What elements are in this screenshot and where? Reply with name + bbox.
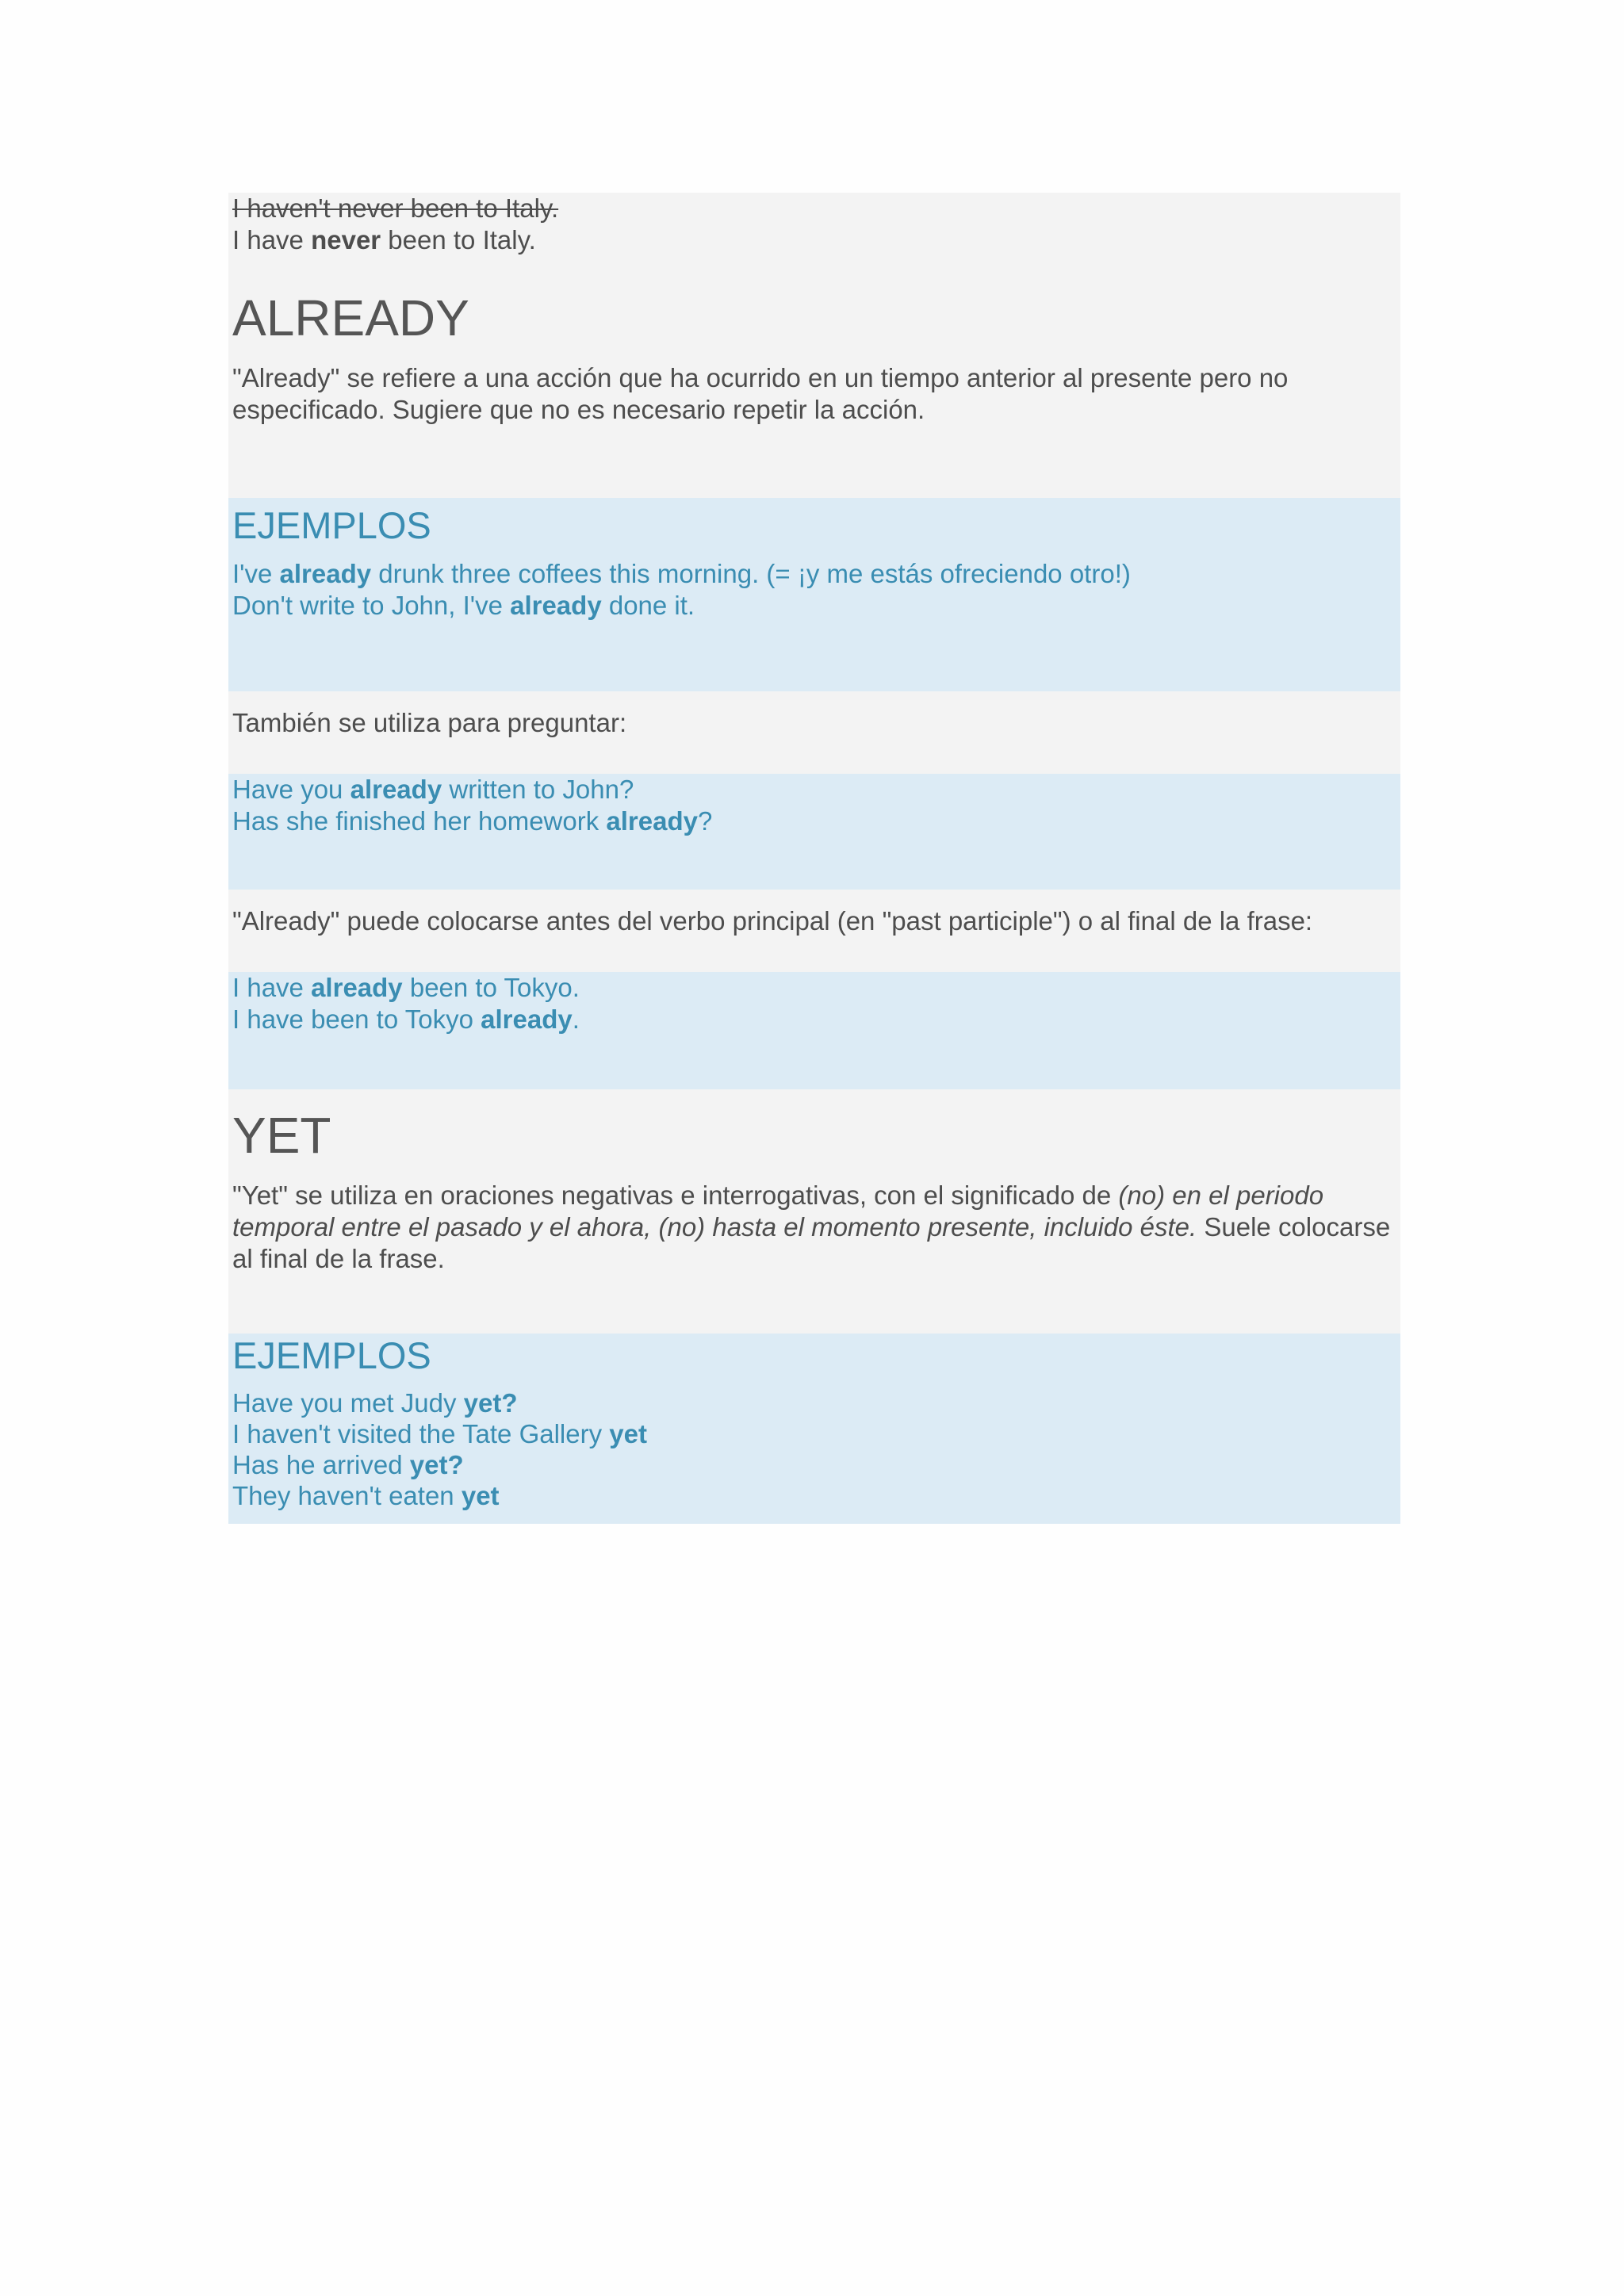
- example-text: I haven't visited the Tate Gallery: [232, 1419, 610, 1448]
- example-text: done it.: [601, 591, 695, 620]
- yet-description: [232, 1180, 1398, 1275]
- already-heading: ALREADY: [232, 289, 469, 346]
- example-keyword: already: [350, 775, 442, 804]
- example-line: [232, 558, 1400, 590]
- correct-sentence-start: I have: [232, 225, 312, 254]
- already-examples-block: [228, 498, 1400, 691]
- example-text: .: [572, 1004, 580, 1034]
- example-line: [232, 1418, 1400, 1449]
- intro-block: [228, 193, 1400, 498]
- example-keyword: already: [311, 973, 403, 1002]
- example-keyword: already: [481, 1004, 573, 1034]
- example-text: Have you met Judy: [232, 1388, 464, 1418]
- example-line: [232, 1449, 1400, 1480]
- example-text: Has he arrived: [232, 1450, 410, 1479]
- example-line: [232, 1004, 1400, 1035]
- yet-block: [228, 1089, 1400, 1334]
- correct-sentence-bold: never: [311, 225, 381, 254]
- example-keyword: yet: [461, 1481, 500, 1510]
- question-intro-block: [228, 691, 1400, 774]
- example-line: [232, 1387, 1400, 1418]
- example-text: ?: [698, 806, 713, 836]
- example-keyword: already: [510, 591, 602, 620]
- example-line: [232, 590, 1400, 622]
- already-examples-heading: EJEMPLOS: [232, 504, 431, 546]
- example-text: Have you: [232, 775, 350, 804]
- example-line: [232, 1480, 1400, 1511]
- position-note-block: [228, 890, 1400, 972]
- correct-sentence-end: been to Italy.: [381, 225, 536, 254]
- example-text: been to Tokyo.: [402, 973, 580, 1002]
- example-text: Has she finished her homework: [232, 806, 607, 836]
- already-examples-list: [232, 558, 1400, 622]
- yet-examples-heading: EJEMPLOS: [232, 1334, 431, 1376]
- example-line: [232, 806, 1400, 837]
- example-text: I have been to Tokyo: [232, 1004, 481, 1034]
- example-keyword: already: [606, 806, 698, 836]
- yet-description-start: "Yet" se utiliza en oraciones negativas e interrogativas, con el significado de: [232, 1181, 1119, 1210]
- question-examples-list: [232, 774, 1400, 837]
- yet-description-italic: (no) en el periodo temporal entre el pasado y el ahora, (no) hasta el momento presente, incluido éste.: [232, 1181, 1324, 1242]
- yet-heading: YET: [232, 1107, 331, 1164]
- wrong-sentence-text: I haven't never been to Italy.: [232, 193, 559, 223]
- position-examples-list: [232, 972, 1400, 1035]
- already-description: "Already" se refiere a una acción que ha ocurrido en un tiempo anterior al presente pero no especificado. Sugiere que no es necesario repetir la acción.: [232, 363, 1289, 424]
- position-note-text: "Already" puede colocarse antes del verbo principal (en "past participle") o al final de la frase:: [232, 906, 1313, 936]
- yet-examples-list: [232, 1387, 1400, 1511]
- position-examples-block: [228, 972, 1400, 1089]
- example-text: They haven't eaten: [232, 1481, 462, 1510]
- question-examples-block: [228, 774, 1400, 890]
- example-line: [232, 774, 1400, 806]
- example-keyword: yet: [609, 1419, 647, 1448]
- yet-description-end: Suele colocarse al final de la frase.: [232, 1212, 1391, 1273]
- example-keyword: yet?: [409, 1450, 464, 1479]
- example-text: Don't write to John, I've: [232, 591, 511, 620]
- example-text: I've: [232, 559, 280, 588]
- example-keyword: yet?: [463, 1388, 518, 1418]
- example-text: written to John?: [442, 775, 634, 804]
- example-text: drunk three coffees this morning. (= ¡y me estás ofreciendo otro!): [371, 559, 1131, 588]
- question-intro-text: También se utiliza para preguntar:: [232, 708, 627, 737]
- yet-examples-block: [228, 1334, 1400, 1524]
- correct-sentence: [232, 224, 1400, 256]
- example-text: I have: [232, 973, 312, 1002]
- wrong-sentence: [232, 193, 1400, 224]
- example-keyword: already: [279, 559, 372, 588]
- example-line: [232, 972, 1400, 1004]
